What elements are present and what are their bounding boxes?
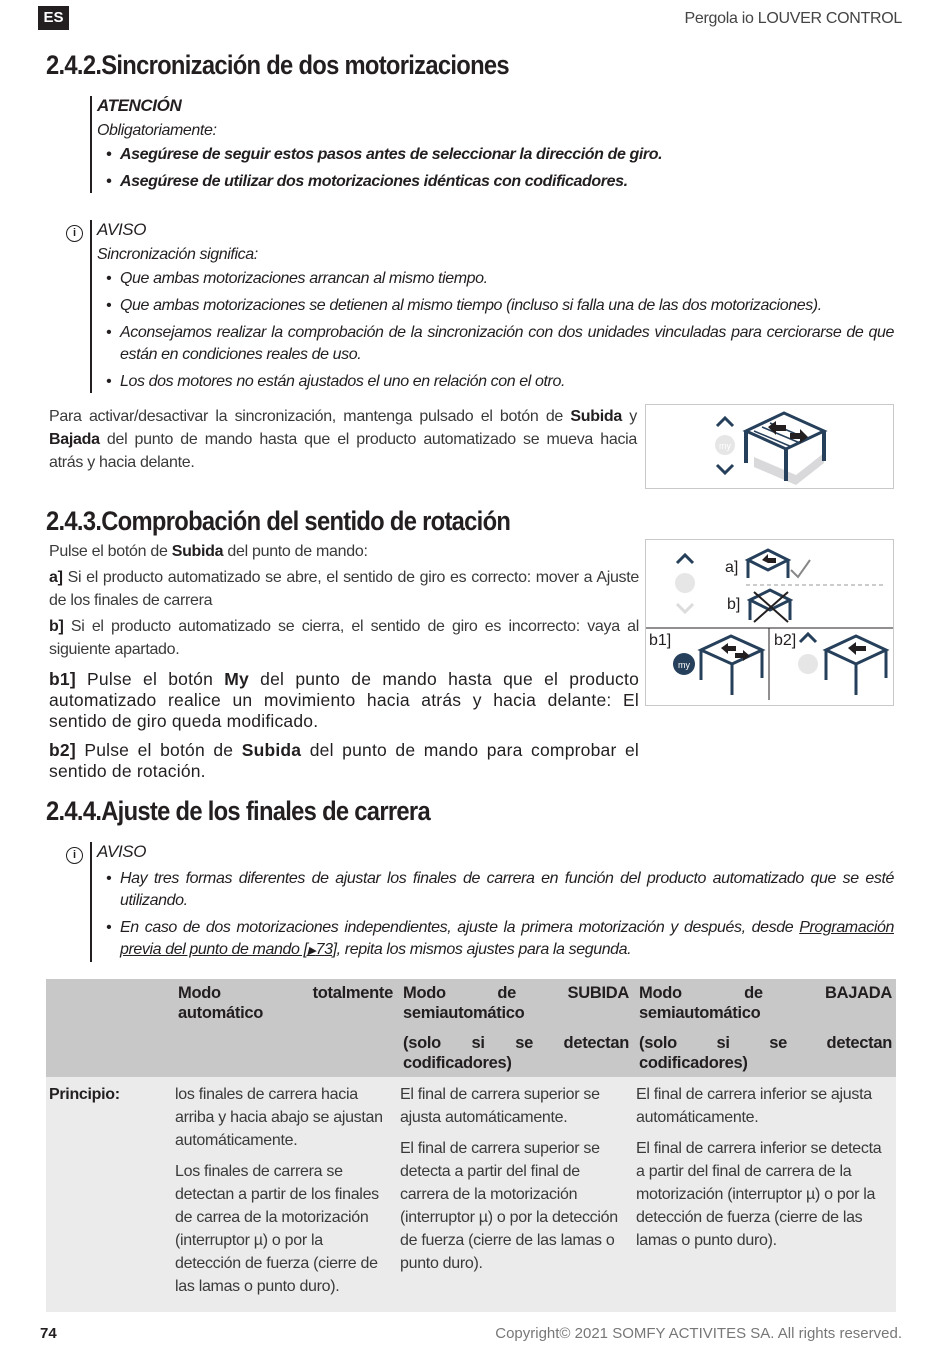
- list-item: • Asegúrese de seguir estos pasos antes de seleccionar la dirección de giro.: [97, 144, 894, 166]
- rotation-check-diagram: [646, 540, 893, 705]
- list-item: • Aconsejamos realizar la comprobación de la sincronización con dos unidades vinculadas para cerciorarse de que están en condiciones reales de uso.: [97, 322, 894, 366]
- svg-text:b]: b]: [727, 596, 741, 613]
- programming-link[interactable]: Programación previa del punto de mando [▶73]: [120, 919, 894, 958]
- table-cell: El final de carrera inferior se ajusta automáticamente. El final de carrera inferior se detecta a partir del final de carrera de la motorización (interruptor µ) o por la detección de fuerza (cierre de las lamas o punto duro).: [633, 1077, 896, 1312]
- attention-box: [90, 96, 894, 193]
- limits-table: [46, 979, 896, 1312]
- remote-pergola-icon: [646, 405, 893, 488]
- step-a: a] Si el producto automatizado se abre, el sentido de giro es correcto: mover a Ajuste de los finales de carrera: [49, 569, 639, 609]
- notice-title: AVISO: [97, 842, 147, 861]
- list-item: • En caso de dos motorizaciones independientes, ajuste la primera motorización y después, desde Programación previa del punto de mando [▶73], repita los mismos ajustes para la segunda.: [97, 917, 894, 962]
- info-icon: i: [66, 847, 83, 864]
- svg-text:my: my: [719, 441, 731, 451]
- svg-text:b2]: b2]: [774, 632, 797, 649]
- table-header-cell: Modo totalmente automático: [171, 979, 397, 1077]
- sync-illustration: [645, 404, 894, 489]
- page-number: 74: [40, 1325, 57, 1342]
- table-row: [46, 1077, 896, 1312]
- list-item: • Que ambas motorizaciones se detienen al mismo tiempo (incluso si falla una de las dos motorizaciones).: [97, 295, 894, 317]
- attention-list: [97, 144, 894, 193]
- table-header-cell: Modo de BAJADA semiautomático (solo si se detectan codificadores): [633, 979, 896, 1077]
- step-b2: b2] Pulse el botón de Subida del punto de mando para comprobar el sentido de rotación.: [49, 740, 639, 781]
- list-item: • Asegúrese de utilizar dos motorizaciones idénticas con codificadores.: [97, 171, 894, 193]
- step-b: b] Si el producto automatizado se cierra, el sentido de giro es incorrecto: vaya al siguiente apartado.: [49, 618, 639, 658]
- list-item: • Los dos motores no están ajustados el uno en relación con el otro.: [97, 371, 894, 393]
- attention-intro: Obligatoriamente:: [97, 122, 217, 139]
- table-cell: los finales de carrera hacia arriba y hacia abajo se ajustan automáticamente. Los finales de carrera se detectan a partir de los finales de carrea de la motorización (interruptor µ) o por la detección de fuerza (cierre de las lamas o punto duro).: [171, 1077, 397, 1312]
- step-b1: b1] Pulse el botón My del punto de mando hasta que el producto automatizado realice un movimiento hacia atrás y hacia delante: El sentido de giro queda modificado.: [49, 669, 639, 731]
- table-header-row: [46, 979, 896, 1077]
- notice-intro: Sincronización significa:: [97, 246, 258, 263]
- section-heading-2-4-3: 2.4.3.Comprobación del sentido de rotación: [46, 506, 511, 536]
- list-item: • Hay tres formas diferentes de ajustar los finales de carrera en función del producto automatizado que se esté utilizando.: [97, 868, 894, 912]
- notice-box-limits: [90, 842, 894, 962]
- document-title: Pergola io LOUVER CONTROL: [684, 10, 902, 27]
- language-badge: ES: [38, 6, 69, 30]
- svg-text:a]: a]: [725, 559, 739, 576]
- page-ref-arrow-icon: ▶: [307, 945, 316, 957]
- notice-title: AVISO: [97, 220, 147, 239]
- section-heading-2-4-2: 2.4.2.Sincronización de dos motorizaciones: [46, 50, 509, 80]
- notice-list: [97, 868, 894, 962]
- rotation-intro: Pulse el botón de Subida del punto de mando:: [49, 543, 368, 560]
- attention-title: ATENCIÓN: [97, 96, 182, 115]
- list-item: • Que ambas motorizaciones arrancan al mismo tiempo.: [97, 268, 894, 290]
- table-header-cell: Modo de SUBIDA semiautomático (solo si se detectan codificadores): [397, 979, 633, 1077]
- row-label: Principio:: [46, 1077, 171, 1312]
- sync-instructions: Para activar/desactivar la sincronización, mantenga pulsado el botón de Subida y Bajada del punto de mando hasta que el producto automatizado se mueva hacia atrás y hacia delante.: [49, 408, 637, 471]
- copyright: Copyright© 2021 SOMFY ACTIVITES SA. All rights reserved.: [495, 1325, 902, 1342]
- table-header-cell: [46, 979, 171, 1077]
- section-heading-2-4-4: 2.4.4.Ajuste de los finales de carrera: [46, 796, 430, 826]
- notice-box-sync: [90, 220, 894, 393]
- svg-text:my: my: [678, 660, 690, 670]
- rotation-illustration: [645, 539, 894, 706]
- notice-list: [97, 268, 894, 393]
- info-icon: i: [66, 225, 83, 242]
- svg-text:b1]: b1]: [649, 632, 672, 649]
- table-cell: El final de carrera superior se ajusta automáticamente. El final de carrera superior se detecta a partir del final de carrera de la motorización (interruptor µ) o por la detección de fuerza (cierre de las lamas o punto duro).: [397, 1077, 633, 1312]
